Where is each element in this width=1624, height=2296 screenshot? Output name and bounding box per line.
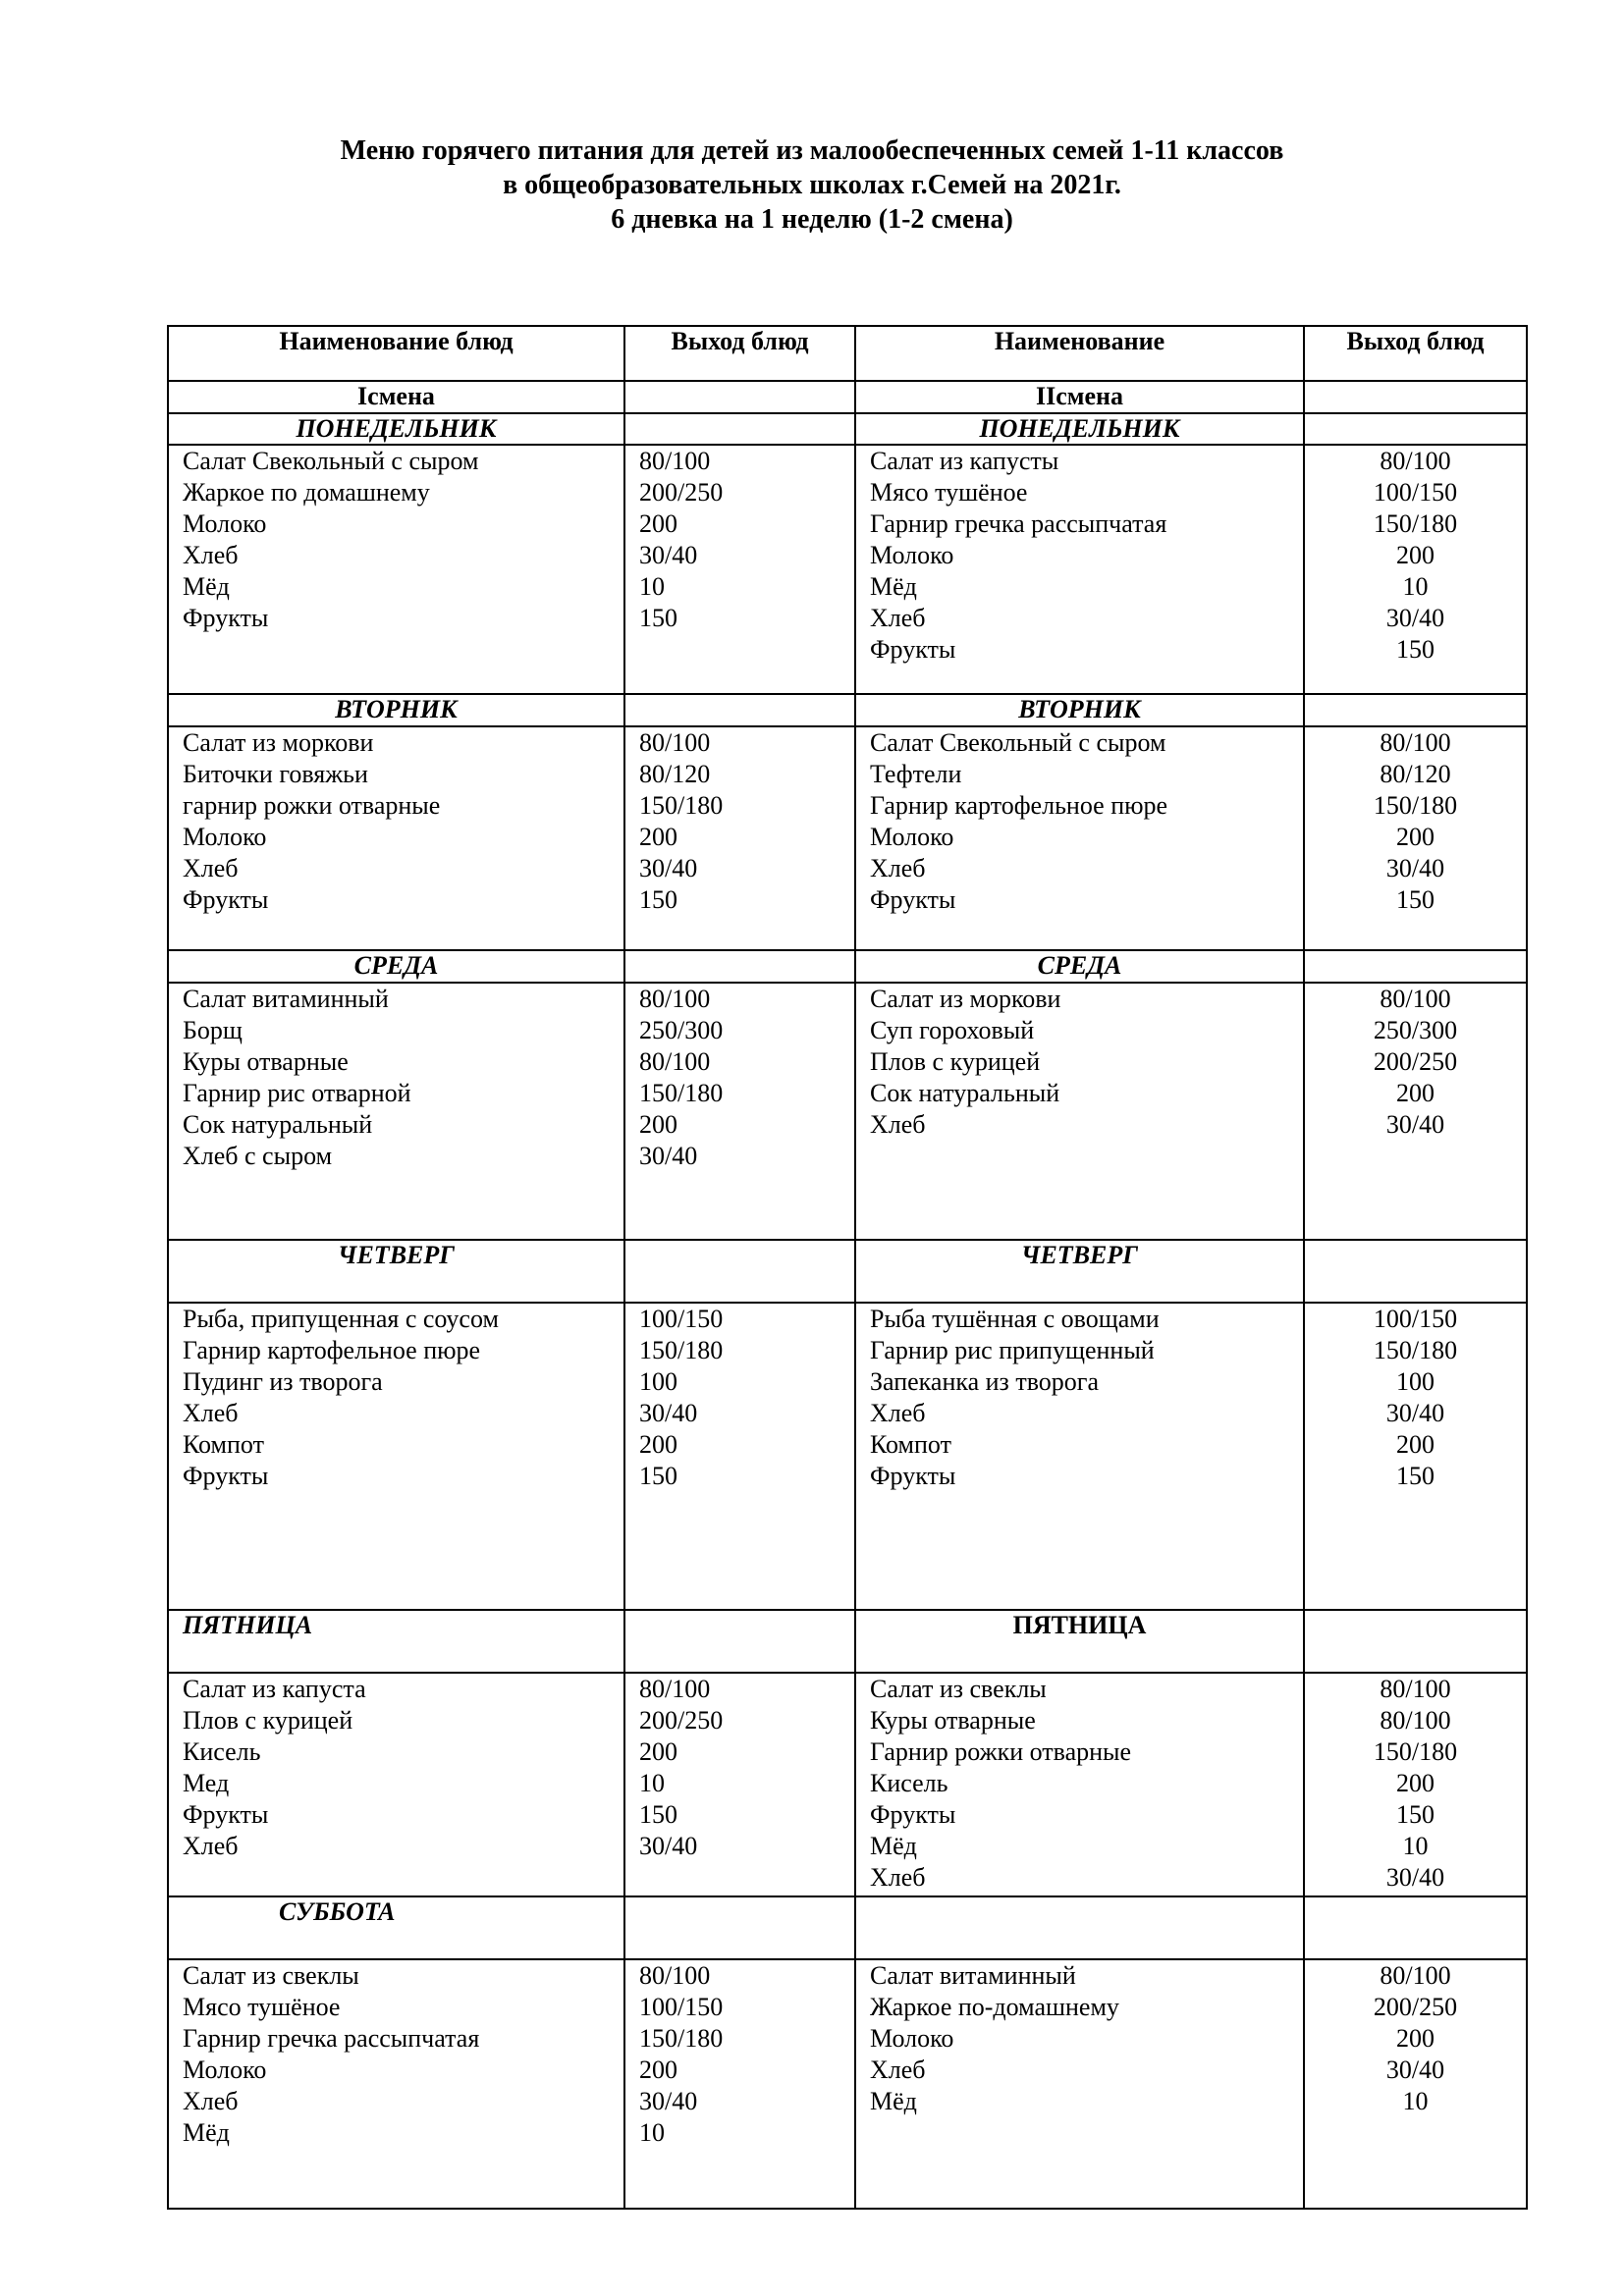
day-label-first-shift: ПЯТНИЦА xyxy=(168,1610,624,1673)
day-label-first-shift: СУББОТА xyxy=(168,1896,624,1959)
dish-name: Мёд xyxy=(870,2087,917,2115)
dish-portion: 200 xyxy=(1396,1079,1435,1107)
dish-portion: 80/100 xyxy=(1380,1961,1451,1990)
dish-portion: 200 xyxy=(1396,1430,1435,1459)
dish-name: Хлеб xyxy=(183,1832,239,1860)
first-shift-portions xyxy=(624,726,855,950)
day-label-second-shift: ПЯТНИЦА xyxy=(855,1610,1304,1673)
dish-name: Молоко xyxy=(870,823,954,851)
first-shift-portions xyxy=(624,1959,855,2209)
day-label-empty-cell xyxy=(1304,1610,1527,1673)
dish-name: Мясо тушёное xyxy=(183,1993,341,2021)
dish-portion: 30/40 xyxy=(639,854,698,882)
dish-name: Плов с курицей xyxy=(870,1047,1041,1076)
dish-name: Компот xyxy=(870,1430,951,1459)
dish-name: Фрукты xyxy=(183,1800,269,1829)
dish-name: Молоко xyxy=(183,509,267,538)
dish-name: Сок натуральный xyxy=(183,1110,373,1139)
dish-name: Рыба тушённая с овощами xyxy=(870,1305,1160,1333)
dish-name: Салат из моркови xyxy=(870,985,1061,1013)
dish-name: Тефтели xyxy=(870,760,962,788)
day-items-row xyxy=(168,983,1527,1240)
first-shift-portions xyxy=(624,983,855,1240)
dish-portion: 80/100 xyxy=(1380,985,1451,1013)
dish-name: Фрукты xyxy=(183,1462,269,1490)
day-label-empty-cell xyxy=(1304,694,1527,726)
dish-portion: 80/100 xyxy=(639,1675,711,1703)
dish-name: Запеканка из творога xyxy=(870,1367,1099,1396)
day-label-empty-cell xyxy=(1304,1240,1527,1303)
dish-portion: 100/150 xyxy=(639,1993,724,2021)
first-shift-dishes xyxy=(168,445,624,694)
day-label-empty-cell xyxy=(624,694,855,726)
dish-portion: 10 xyxy=(1402,572,1429,601)
dish-name: Мёд xyxy=(870,572,917,601)
dish-name: Борщ xyxy=(183,1016,243,1044)
dish-portion: 150 xyxy=(639,1800,677,1829)
dish-portion: 200 xyxy=(1396,2024,1435,2053)
dish-name: Салат из свеклы xyxy=(870,1675,1047,1703)
dish-name: Салат из капусты xyxy=(870,447,1059,475)
dish-name: Жаркое по-домашнему xyxy=(870,1993,1119,2021)
menu-table xyxy=(167,325,1528,2210)
dish-portion: 250/300 xyxy=(639,1016,724,1044)
dish-name: Фрукты xyxy=(870,1462,956,1490)
dish-portion: 150/180 xyxy=(639,1336,724,1364)
dish-name: гарнир рожки отварные xyxy=(183,791,441,820)
dish-portion: 80/100 xyxy=(1380,728,1451,757)
shift-first-label: Iсмена xyxy=(168,381,624,413)
dish-portion: 80/100 xyxy=(639,728,711,757)
dish-portion: 10 xyxy=(1402,1832,1429,1860)
day-label-row xyxy=(168,1240,1527,1303)
dish-name: Молоко xyxy=(870,2024,954,2053)
dish-portion: 80/100 xyxy=(639,1961,711,1990)
day-label-empty-cell xyxy=(624,413,855,445)
second-shift-portions xyxy=(1304,726,1527,950)
day-label-first-shift: СРЕДА xyxy=(168,950,624,983)
dish-portion: 100/150 xyxy=(639,1305,724,1333)
header-row xyxy=(168,326,1527,381)
title-line-1: Меню горячего питания для детей из малообеспеченных семей 1-11 классов xyxy=(340,135,1284,166)
dish-name: Компот xyxy=(183,1430,264,1459)
dish-portion: 80/100 xyxy=(1380,1706,1451,1735)
dish-name: Мед xyxy=(183,1769,230,1797)
day-items-row xyxy=(168,1673,1527,1896)
shift-row xyxy=(168,381,1527,413)
day-items-row xyxy=(168,1959,1527,2209)
dish-name: Мясо тушёное xyxy=(870,478,1028,507)
dish-name: Мёд xyxy=(183,2118,230,2147)
dish-name: Молоко xyxy=(870,541,954,569)
dish-portion: 80/120 xyxy=(639,760,711,788)
dish-portion: 30/40 xyxy=(1385,1399,1445,1427)
dish-portion: 150 xyxy=(1396,1462,1435,1490)
second-shift-dishes xyxy=(855,445,1304,694)
dish-portion: 80/100 xyxy=(1380,1675,1451,1703)
dish-name: Плов с курицей xyxy=(183,1706,353,1735)
dish-name: Хлеб xyxy=(183,2087,239,2115)
dish-portion: 30/40 xyxy=(1385,1110,1445,1139)
dish-name: Салат Свекольный с сыром xyxy=(183,447,479,475)
second-shift-portions xyxy=(1304,983,1527,1240)
first-shift-portions xyxy=(624,1673,855,1896)
dish-name: Молоко xyxy=(183,823,267,851)
day-label-row xyxy=(168,413,1527,445)
first-shift-portions xyxy=(624,1303,855,1610)
second-shift-dishes xyxy=(855,726,1304,950)
dish-portion: 30/40 xyxy=(1385,2056,1445,2084)
title-line-2: в общеобразовательных школах г.Семей на 2021г. xyxy=(503,170,1121,200)
day-label-row xyxy=(168,694,1527,726)
dish-portion: 150 xyxy=(639,1462,677,1490)
dish-name: Куры отварные xyxy=(870,1706,1036,1735)
day-label-empty-cell xyxy=(624,950,855,983)
dish-portion: 150/180 xyxy=(1373,791,1458,820)
dish-name: Мёд xyxy=(870,1832,917,1860)
dish-portion: 10 xyxy=(639,2118,665,2147)
dish-portion: 30/40 xyxy=(1385,854,1445,882)
second-shift-portions xyxy=(1304,445,1527,694)
first-shift-dishes xyxy=(168,1673,624,1896)
second-shift-dishes xyxy=(855,1673,1304,1896)
day-label-row xyxy=(168,950,1527,983)
day-label-second-shift: ЧЕТВЕРГ xyxy=(855,1240,1304,1303)
day-label-second-shift: ВТОРНИК xyxy=(855,694,1304,726)
dish-name: Салат из капуста xyxy=(183,1675,366,1703)
day-label-empty-cell xyxy=(1304,950,1527,983)
dish-portion: 100/150 xyxy=(1373,478,1458,507)
day-items-row xyxy=(168,726,1527,950)
second-shift-dishes xyxy=(855,983,1304,1240)
dish-portion: 150 xyxy=(639,885,677,914)
dish-portion: 100 xyxy=(639,1367,677,1396)
dish-name: Кисель xyxy=(870,1769,948,1797)
dish-name: Гарнир картофельное пюре xyxy=(183,1336,481,1364)
day-label-empty-cell xyxy=(624,1896,855,1959)
dish-portion: 200 xyxy=(639,1430,677,1459)
first-shift-dishes xyxy=(168,726,624,950)
dish-portion: 150 xyxy=(639,604,677,632)
dish-portion: 250/300 xyxy=(1373,1016,1458,1044)
day-label-first-shift: ЧЕТВЕРГ xyxy=(168,1240,624,1303)
dish-name: Жаркое по домашнему xyxy=(183,478,430,507)
day-items-row xyxy=(168,445,1527,694)
day-label-first-shift: ВТОРНИК xyxy=(168,694,624,726)
dish-name: Хлеб xyxy=(183,854,239,882)
dish-name: Рыба, припущенная с соусом xyxy=(183,1305,499,1333)
shift-second-label: IIсмена xyxy=(855,381,1304,413)
dish-portion: 30/40 xyxy=(639,1832,698,1860)
first-shift-dishes xyxy=(168,1303,624,1610)
dish-name: Салат витаминный xyxy=(870,1961,1076,1990)
dish-name: Фрукты xyxy=(870,635,956,664)
dish-name: Пудинг из творога xyxy=(183,1367,383,1396)
dish-portion: 100/150 xyxy=(1373,1305,1458,1333)
second-shift-dishes xyxy=(855,1303,1304,1610)
dish-portion: 200 xyxy=(1396,823,1435,851)
day-label-first-shift: ПОНЕДЕЛЬНИК xyxy=(168,413,624,445)
dish-portion: 200/250 xyxy=(1373,1993,1458,2021)
shift-empty-cell xyxy=(1304,381,1527,413)
dish-portion: 80/120 xyxy=(1380,760,1451,788)
dish-portion: 30/40 xyxy=(639,1142,698,1170)
dish-name: Хлеб xyxy=(870,1110,926,1139)
dish-name: Гарнир гречка рассыпчатая xyxy=(183,2024,480,2053)
title-line-3: 6 дневка на 1 неделю (1-2 смена) xyxy=(611,204,1013,235)
header-dish-name-2: Наименование xyxy=(855,326,1304,381)
dish-portion: 30/40 xyxy=(639,2087,698,2115)
dish-portion: 200 xyxy=(639,1110,677,1139)
dish-name: Фрукты xyxy=(870,885,956,914)
dish-name: Куры отварные xyxy=(183,1047,349,1076)
dish-portion: 150/180 xyxy=(639,2024,724,2053)
dish-portion: 10 xyxy=(639,1769,665,1797)
dish-name: Фрукты xyxy=(870,1800,956,1829)
day-label-row xyxy=(168,1896,1527,1959)
dish-portion: 150/180 xyxy=(1373,1737,1458,1766)
day-label-empty-cell xyxy=(624,1610,855,1673)
dish-portion: 200 xyxy=(1396,1769,1435,1797)
dish-name: Биточки говяжьи xyxy=(183,760,368,788)
dish-name: Хлеб xyxy=(870,2056,926,2084)
dish-name: Сок натуральный xyxy=(870,1079,1060,1107)
dish-portion: 200 xyxy=(639,1737,677,1766)
day-label-second-shift: СРЕДА xyxy=(855,950,1304,983)
dish-portion: 150 xyxy=(1396,885,1435,914)
dish-portion: 200 xyxy=(639,509,677,538)
day-label-empty-cell xyxy=(1304,1896,1527,1959)
dish-portion: 10 xyxy=(1402,2087,1429,2115)
dish-name: Гарнир рис отварной xyxy=(183,1079,411,1107)
dish-name: Хлеб xyxy=(183,541,239,569)
dish-portion: 200/250 xyxy=(1373,1047,1458,1076)
dish-portion: 150 xyxy=(1396,635,1435,664)
dish-portion: 150/180 xyxy=(1373,509,1458,538)
dish-name: Хлеб xyxy=(870,604,926,632)
second-shift-portions xyxy=(1304,1673,1527,1896)
dish-portion: 100 xyxy=(1396,1367,1435,1396)
dish-portion: 150/180 xyxy=(1373,1336,1458,1364)
dish-portion: 80/100 xyxy=(639,447,711,475)
dish-portion: 30/40 xyxy=(1385,1863,1445,1892)
dish-name: Салат из моркови xyxy=(183,728,374,757)
dish-portion: 200 xyxy=(639,823,677,851)
dish-portion: 150 xyxy=(1396,1800,1435,1829)
dish-name: Хлеб xyxy=(870,1399,926,1427)
second-shift-portions xyxy=(1304,1303,1527,1610)
dish-portion: 200/250 xyxy=(639,1706,724,1735)
dish-portion: 10 xyxy=(639,572,665,601)
dish-portion: 80/100 xyxy=(639,1047,711,1076)
day-label-second-shift xyxy=(855,1896,1304,1959)
first-shift-dishes xyxy=(168,983,624,1240)
dish-portion: 150/180 xyxy=(639,1079,724,1107)
dish-name: Гарнир рожки отварные xyxy=(870,1737,1132,1766)
dish-portion: 30/40 xyxy=(639,541,698,569)
day-label-second-shift: ПОНЕДЕЛЬНИК xyxy=(855,413,1304,445)
dish-name: Мёд xyxy=(183,572,230,601)
dish-name: Фрукты xyxy=(183,604,269,632)
dish-portion: 30/40 xyxy=(639,1399,698,1427)
dish-name: Гарнир картофельное пюре xyxy=(870,791,1168,820)
second-shift-dishes xyxy=(855,1959,1304,2209)
dish-portion: 200 xyxy=(1396,541,1435,569)
dish-name: Гарнир рис припущенный xyxy=(870,1336,1155,1364)
dish-portion: 150/180 xyxy=(639,791,724,820)
day-label-row xyxy=(168,1610,1527,1673)
shift-empty-cell xyxy=(624,381,855,413)
header-portion-2: Выход блюд xyxy=(1304,326,1527,381)
dish-portion: 80/100 xyxy=(639,985,711,1013)
document-title xyxy=(0,133,1624,237)
dish-portion: 200 xyxy=(639,2056,677,2084)
dish-portion: 30/40 xyxy=(1385,604,1445,632)
dish-name: Салат из свеклы xyxy=(183,1961,359,1990)
dish-name: Салат витаминный xyxy=(183,985,389,1013)
dish-name: Салат Свекольный с сыром xyxy=(870,728,1166,757)
dish-portion: 200/250 xyxy=(639,478,724,507)
dish-name: Хлеб с сыром xyxy=(183,1142,333,1170)
day-label-empty-cell xyxy=(624,1240,855,1303)
dish-name: Хлеб xyxy=(870,1863,926,1892)
day-label-empty-cell xyxy=(1304,413,1527,445)
header-portion: Выход блюд xyxy=(624,326,855,381)
second-shift-portions xyxy=(1304,1959,1527,2209)
header-dish-name: Наименование блюд xyxy=(168,326,624,381)
dish-name: Хлеб xyxy=(183,1399,239,1427)
first-shift-dishes xyxy=(168,1959,624,2209)
dish-portion: 80/100 xyxy=(1380,447,1451,475)
day-items-row xyxy=(168,1303,1527,1610)
dish-name: Суп гороховый xyxy=(870,1016,1035,1044)
dish-name: Фрукты xyxy=(183,885,269,914)
dish-name: Молоко xyxy=(183,2056,267,2084)
dish-name: Хлеб xyxy=(870,854,926,882)
first-shift-portions xyxy=(624,445,855,694)
dish-name: Кисель xyxy=(183,1737,261,1766)
dish-name: Гарнир гречка рассыпчатая xyxy=(870,509,1167,538)
